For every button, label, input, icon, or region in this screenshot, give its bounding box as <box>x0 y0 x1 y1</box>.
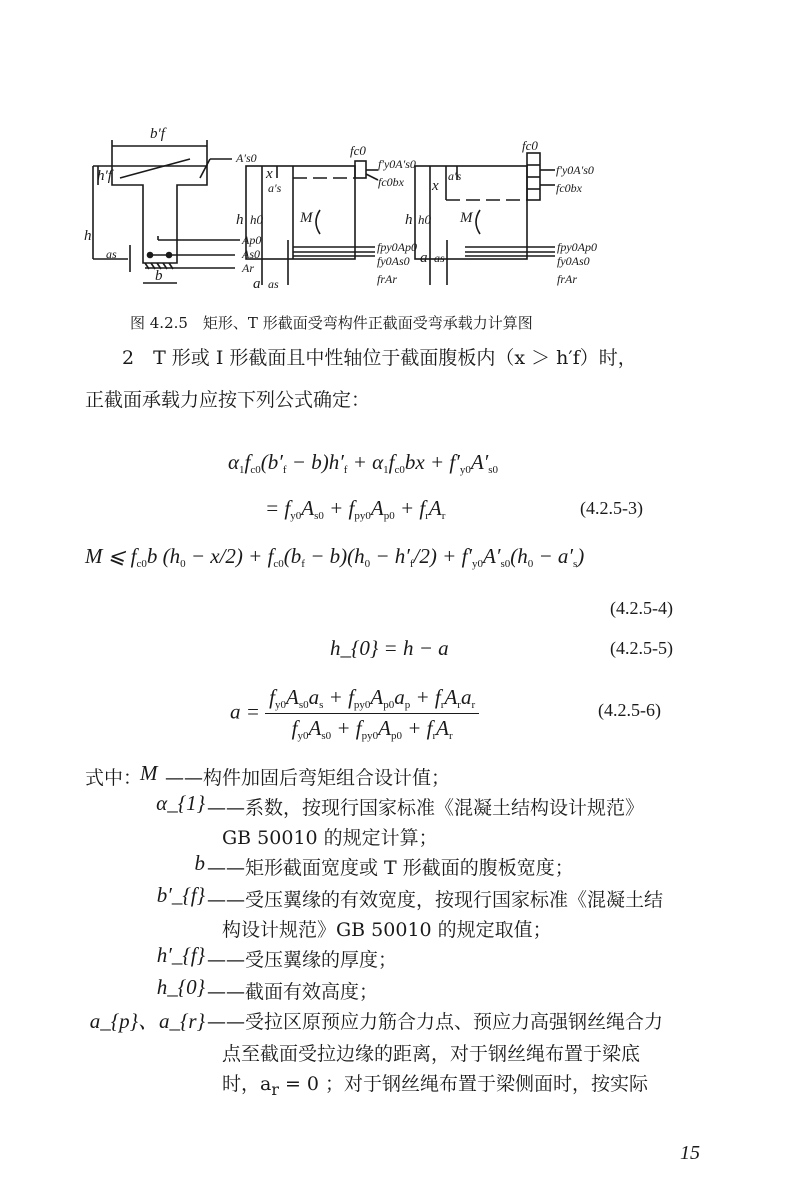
equation-number: (4.2.5-6) <box>598 700 661 720</box>
definitions-intro: 式中： <box>85 767 143 789</box>
paragraph-line-2: 正截面承载力应按下列公式确定： <box>85 389 371 411</box>
label-fy0as0-right: fy0As0 <box>557 254 590 268</box>
definition-continuation: 构设计规范》GB 50010 的规定取值； <box>222 919 552 941</box>
definition-text: ——矩形截面宽度或 T 形截面的腹板宽度； <box>207 857 574 879</box>
label-ap0: Ap0 <box>242 233 262 247</box>
definition-continuation: 时，$a_r = 0$ ；对于钢丝绳布置于梁侧面时，按实际 <box>222 1073 649 1099</box>
definition-text: ——受压翼缘的厚度； <box>207 949 398 971</box>
formula-4-2-5-3-line-1: $\alpha_1f_{c0}(b'_f - b)h'_f + \alpha_1f_{c0}bx + f'_{y0}A'_{s0}$ <box>228 450 499 476</box>
label-as: as <box>106 247 117 261</box>
label-h-mid: h <box>236 212 244 228</box>
figure-caption: 图 4.2.5 矩形、T 形截面受弯构件正截面受弯承载力计算图 <box>130 314 533 332</box>
denominator: $f_{y0}A_{s0} + f_{py0}A_{p0} + f_rA_r$ <box>291 716 453 742</box>
definition-text: ——系数，按现行国家标准《混凝土结构设计规范》 <box>207 797 645 819</box>
section-diagram <box>0 0 800 300</box>
definition-continuation: GB 50010 的规定计算； <box>222 827 438 849</box>
label-frar-right: frAr <box>557 272 578 286</box>
numerator: $f_{y0}A_{s0}a_s + f_{py0}A_{p0}a_p + f_rA_ra_r$ <box>265 685 479 714</box>
label-hf: h′f <box>97 168 112 184</box>
label-fc0bx-right: fc0bx <box>556 181 582 195</box>
label-fpy0ap0: fpy0Ap0 <box>377 240 417 254</box>
label-h-right: h <box>405 212 413 228</box>
equation-number: (4.2.5-3) <box>580 498 643 518</box>
definition-symbol: b <box>194 851 205 875</box>
label-fpy0ap0-right: fpy0Ap0 <box>557 240 597 254</box>
label-aso-prime: A′s0 <box>236 151 257 165</box>
label-bf: b′f <box>150 126 165 142</box>
definition-symbol: a_{p}、a_{r} <box>89 1009 205 1033</box>
label-as-mid: as <box>268 277 279 291</box>
definition-text: ——受压翼缘的有效宽度，按现行国家标准《混凝土结 <box>207 889 664 911</box>
page-number: 15 <box>680 1142 700 1164</box>
label-fy0as0-prime-right: f′y0A′s0 <box>556 163 594 177</box>
label-x-right: x <box>432 178 439 194</box>
fraction <box>265 685 479 742</box>
label-fc0: fc0 <box>350 143 366 158</box>
t-section-outline <box>112 166 207 263</box>
label-h0-mid: h0 <box>250 212 263 227</box>
label-fc0-right: fc0 <box>522 138 538 153</box>
label-as0: As0 <box>242 247 260 261</box>
label-fc0bx: fc0bx <box>378 175 404 189</box>
label-x: x <box>266 166 273 182</box>
formula-4-2-5-5: h_{0} = h − a <box>330 636 449 660</box>
equation-number: (4.2.5-4) <box>610 598 673 618</box>
label-as-prime-right: a′s <box>448 169 462 183</box>
definition-text: ——构件加固后弯矩组合设计值； <box>165 767 451 789</box>
definition-text: ——截面有效高度； <box>207 981 379 1003</box>
formula-4-2-5-6 <box>230 685 479 742</box>
definition-symbol: M <box>140 761 158 785</box>
definition-symbol: h_{0} <box>156 975 205 999</box>
label-b: b <box>155 268 163 284</box>
label-h0-right: h0 <box>418 212 431 227</box>
definition-continuation: 点至截面受拉边缘的距离，对于钢丝绳布置于梁底 <box>222 1043 641 1065</box>
label-h: h <box>84 228 92 244</box>
label-fy0as0: fy0As0 <box>377 254 410 268</box>
definition-text: ——受拉区原预应力筋合力点、预应力高强钢丝绳合力 <box>207 1011 664 1033</box>
formula-4-2-5-3-line-2: = $f_{y0}A_{s0} + f_{py0}A_{p0} + f_rA_r$ <box>265 496 446 522</box>
label-fy0as0-prime: f′y0A′s0 <box>378 157 416 171</box>
label-as-right: as <box>434 251 445 265</box>
label-m: M <box>300 210 313 226</box>
paragraph-line-1: 2 T 形或 I 形截面且中性轴位于截面腹板内（x ＞ h′f）时， <box>122 347 637 369</box>
label-ar: Ar <box>242 261 254 275</box>
label-a-mid: a <box>253 276 261 292</box>
formula-lhs: a = <box>230 699 260 724</box>
label-m-right: M <box>460 210 473 226</box>
label-a-right: a <box>420 250 428 266</box>
formula-4-2-5-4: M ⩽ $f_{c0}b$ $(h_0 - x/2) + f_{c0}(b_f - b)(h_0 - h'_f/2) + f'_{y0}A'_{s0}(h_0 - a'_s)$ <box>85 544 585 570</box>
label-frar: frAr <box>377 272 398 286</box>
definition-symbol: h′_{f} <box>156 943 205 967</box>
definition-symbol: α_{1} <box>156 791 205 815</box>
label-as-prime: a′s <box>268 181 282 195</box>
definition-symbol: b′_{f} <box>156 883 205 907</box>
equation-number: (4.2.5-5) <box>610 638 673 658</box>
